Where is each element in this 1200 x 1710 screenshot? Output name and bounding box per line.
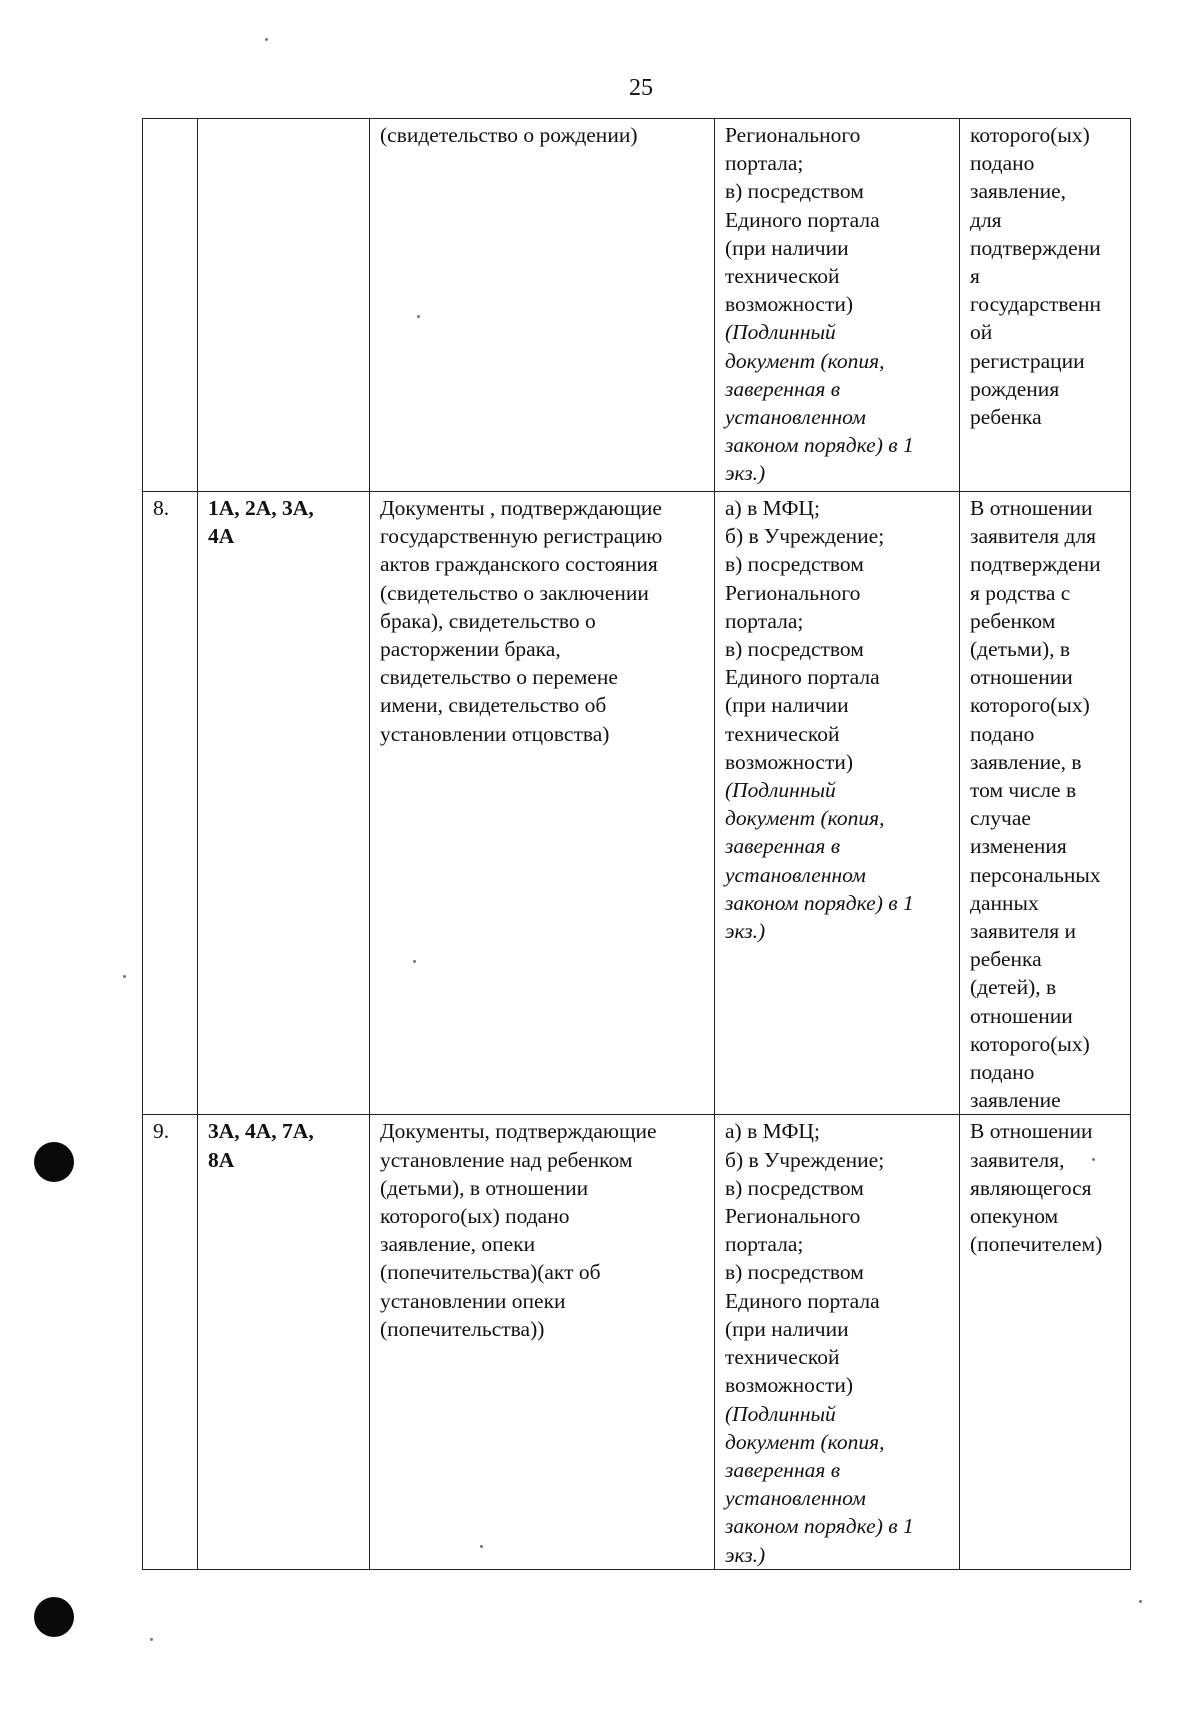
row-number: 9. xyxy=(153,1119,170,1144)
cell-line: 3А, 4А, 7А, xyxy=(208,1119,314,1144)
cell-documents xyxy=(370,119,715,492)
row-number: 8. xyxy=(153,496,170,520)
table-row xyxy=(143,1115,1131,1569)
cell-line: б) в Учреждение; xyxy=(725,1147,885,1172)
documents-table xyxy=(142,118,1131,1570)
cell-line: портала; xyxy=(725,151,804,176)
cell-line-italic: заверенная в xyxy=(725,834,841,859)
table-body xyxy=(143,119,1131,1570)
cell-line: (попечителем) xyxy=(970,1232,1103,1257)
cell-line: случае xyxy=(970,806,1031,831)
cell-line: заявителя для xyxy=(970,524,1097,549)
cell-line: портала; xyxy=(725,1232,804,1257)
cell-line: государственн xyxy=(970,292,1101,317)
cell-line: В отношении xyxy=(970,496,1093,520)
cell-line-italic: экз.) xyxy=(725,919,766,944)
cell-categories xyxy=(198,492,370,1115)
cell-line: заявителя и xyxy=(970,919,1077,944)
cell-submission-ways xyxy=(715,492,960,1115)
cell-line-italic: заверенная в xyxy=(725,1457,841,1482)
cell-line: 4А xyxy=(208,524,235,549)
cell-line-italic: экз.) xyxy=(725,461,766,486)
cell-line: 1А, 2А, 3А, xyxy=(208,496,314,520)
cell-submission-ways xyxy=(715,1115,960,1569)
punch-hole xyxy=(34,1142,74,1182)
cell-line: отношении xyxy=(970,665,1073,690)
cell-line: Единого портала xyxy=(725,207,880,232)
scan-speck xyxy=(417,315,420,318)
cell-line: (детьми), в xyxy=(970,637,1071,662)
cell-line: я xyxy=(970,264,980,289)
scan-speck xyxy=(150,1638,153,1641)
scan-speck xyxy=(265,38,268,41)
cell-line: установление над ребенком xyxy=(380,1147,633,1172)
cell-line: заявление, опеки xyxy=(380,1232,536,1257)
cell-line-italic: экз.) xyxy=(725,1542,766,1567)
cell-line-italic: (Подлинный xyxy=(725,320,836,345)
cell-line: являющегося xyxy=(970,1175,1092,1200)
cell-line: изменения xyxy=(970,834,1067,859)
cell-line: для xyxy=(970,207,1002,232)
cell-line-italic: законом порядке) в 1 xyxy=(725,1514,914,1539)
cell-line: Регионального xyxy=(725,1204,861,1229)
cell-line: в) посредством xyxy=(725,1175,864,1200)
page-number: 25 xyxy=(629,75,653,101)
cell-line: заявление xyxy=(970,1088,1061,1113)
cell-line: актов гражданского состояния xyxy=(380,552,658,577)
cell-notes xyxy=(960,1115,1131,1569)
cell-line: Регионального xyxy=(725,123,861,147)
cell-submission-ways xyxy=(715,119,960,492)
cell-line: которого(ых) подано xyxy=(380,1204,570,1229)
cell-line: (попечительства)) xyxy=(380,1316,545,1341)
cell-line: Регионального xyxy=(725,580,861,605)
cell-line: ребенка xyxy=(970,405,1042,430)
cell-line: (детьми), в отношении xyxy=(380,1175,589,1200)
scan-speck xyxy=(413,960,416,963)
table-row xyxy=(143,492,1131,1115)
cell-line: опекуном xyxy=(970,1204,1059,1229)
cell-line-italic: (Подлинный xyxy=(725,1401,836,1426)
cell-documents xyxy=(370,492,715,1115)
cell-line-italic: установленном xyxy=(725,1486,866,1511)
cell-line: подтверждени xyxy=(970,552,1101,577)
cell-line-italic: документ (копия, xyxy=(725,806,885,831)
cell-line: расторжении брака, xyxy=(380,637,561,662)
cell-line: персональных xyxy=(970,862,1101,887)
cell-line-italic: законом порядке) в 1 xyxy=(725,433,914,458)
scan-speck xyxy=(123,975,126,978)
cell-line-italic: заверенная в xyxy=(725,376,841,401)
cell-line: установлении опеки xyxy=(380,1288,566,1313)
cell-line: Документы , подтверждающие xyxy=(380,496,662,520)
cell-line: а) в МФЦ; xyxy=(725,496,820,520)
cell-line: рождения xyxy=(970,376,1060,401)
cell-line: данных xyxy=(970,890,1039,915)
cell-line: возможности) xyxy=(725,749,854,774)
cell-line: том числе в xyxy=(970,778,1077,803)
cell-line: технической xyxy=(725,721,840,746)
cell-documents xyxy=(370,1115,715,1569)
cell-line: которого(ых) xyxy=(970,693,1090,718)
cell-line: заявление, в xyxy=(970,749,1082,774)
cell-line: технической xyxy=(725,264,840,289)
cell-line: 8А xyxy=(208,1147,235,1172)
table-row xyxy=(143,119,1131,492)
scan-speck xyxy=(1139,1600,1142,1603)
cell-number xyxy=(143,492,198,1115)
cell-line: (при наличии xyxy=(725,1316,849,1341)
cell-line: (детей), в xyxy=(970,975,1057,1000)
cell-number xyxy=(143,119,198,492)
cell-line: установлении отцовства) xyxy=(380,721,610,746)
cell-line: портала; xyxy=(725,608,804,633)
cell-line: подтверждени xyxy=(970,235,1101,260)
cell-line: заявителя, xyxy=(970,1147,1065,1172)
cell-line: которого(ых) xyxy=(970,123,1090,147)
cell-line: государственную регистрацию xyxy=(380,524,663,549)
cell-line: (свидетельство о заключении xyxy=(380,580,649,605)
cell-line: возможности) xyxy=(725,292,854,317)
cell-number xyxy=(143,1115,198,1569)
scan-speck xyxy=(1092,1158,1095,1161)
cell-line: (при наличии xyxy=(725,693,849,718)
cell-line: Единого портала xyxy=(725,1288,880,1313)
cell-line: ой xyxy=(970,320,993,345)
cell-line: отношении xyxy=(970,1003,1073,1028)
cell-line: брака), свидетельство о xyxy=(380,608,596,633)
cell-line-italic: документ (копия, xyxy=(725,1429,885,1454)
cell-line: технической xyxy=(725,1345,840,1370)
cell-line: Единого портала xyxy=(725,665,880,690)
cell-line: В отношении xyxy=(970,1119,1093,1144)
cell-notes xyxy=(960,119,1131,492)
cell-line: (попечительства)(акт об xyxy=(380,1260,601,1285)
cell-line: ребенком xyxy=(970,608,1056,633)
scan-speck xyxy=(480,1545,483,1548)
cell-line-italic: законом порядке) в 1 xyxy=(725,890,914,915)
cell-line: заявление, xyxy=(970,179,1066,204)
cell-line: а) в МФЦ; xyxy=(725,1119,820,1144)
cell-line: в) посредством xyxy=(725,552,864,577)
cell-line: подано xyxy=(970,721,1035,746)
cell-line: которого(ых) xyxy=(970,1031,1090,1056)
cell-line-italic: установленном xyxy=(725,405,866,430)
cell-line: я родства с xyxy=(970,580,1071,605)
cell-line: регистрации xyxy=(970,348,1085,373)
cell-line: имени, свидетельство об xyxy=(380,693,607,718)
cell-line: Документы, подтверждающие xyxy=(380,1119,657,1144)
cell-line: (свидетельство о рождении) xyxy=(380,123,638,147)
cell-line: в) посредством xyxy=(725,637,864,662)
cell-line: возможности) xyxy=(725,1373,854,1398)
cell-line: свидетельство о перемене xyxy=(380,665,618,690)
cell-line: ребенка xyxy=(970,947,1042,972)
cell-line: (при наличии xyxy=(725,235,849,260)
punch-hole xyxy=(34,1597,74,1637)
cell-line-italic: установленном xyxy=(725,862,866,887)
cell-line: в) посредством xyxy=(725,1260,864,1285)
cell-line-italic: (Подлинный xyxy=(725,778,836,803)
cell-line: подано xyxy=(970,151,1035,176)
cell-line: б) в Учреждение; xyxy=(725,524,885,549)
cell-line-italic: документ (копия, xyxy=(725,348,885,373)
cell-line: в) посредством xyxy=(725,179,864,204)
cell-line: подано xyxy=(970,1060,1035,1085)
cell-categories xyxy=(198,119,370,492)
cell-notes xyxy=(960,492,1131,1115)
cell-categories xyxy=(198,1115,370,1569)
